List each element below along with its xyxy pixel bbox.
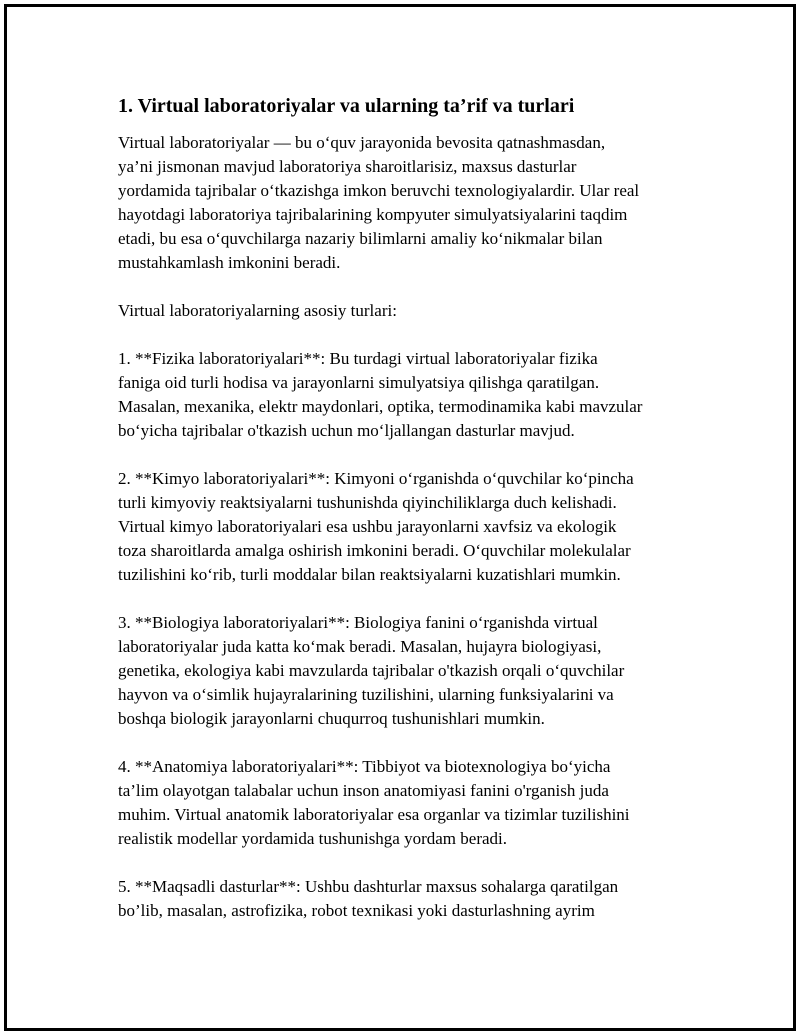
- text-line: toza sharoitlarda amalga oshirish imkonini beradi. O‘quvchilar molekulalar: [118, 541, 631, 560]
- section-title: 1. Virtual laboratoriyalar va ularning ta’rif va turlari: [118, 95, 575, 117]
- text-line: bo’lib, masalan, astrofizika, robot texnikasi yoki dasturlashning ayrim: [118, 901, 595, 920]
- text-line: realistik modellar yordamida tushunishga yordam beradi.: [118, 829, 508, 848]
- list-item-targeted-programs: [118, 875, 698, 923]
- text-line: muhim. Virtual anatomik laboratoriyalar esa organlar va tizimlar tuzilishini: [118, 805, 630, 824]
- text-line: etadi, bu esa o‘quvchilarga nazariy bilimlarni amaliy ko‘nikmalar bilan: [118, 229, 603, 248]
- text-line: 2. **Kimyo laboratoriyalari**: Kimyoni o‘rganishda o‘quvchilar ko‘pincha: [118, 469, 634, 488]
- text-line: faniga oid turli hodisa va jarayonlarni simulyatsiya qilishga qaratilgan.: [118, 373, 600, 392]
- text-line: Virtual kimyo laboratoriyalari esa ushbu jarayonlarni xavfsiz va ekologik: [118, 517, 617, 536]
- text-line: 5. **Maqsadli dasturlar**: Ushbu dashturlar maxsus sohalarga qaratilgan: [118, 877, 619, 896]
- text-line: tuzilishini ko‘rib, turli moddalar bilan reaktsiyalarni kuzatishlari mumkin.: [118, 565, 621, 584]
- text-line: boshqa biologik jarayonlarni chuqurroq tushunishlari mumkin.: [118, 709, 545, 728]
- types-heading-paragraph: [118, 299, 698, 323]
- text-line: 3. **Biologiya laboratoriyalari**: Biologiya fanini o‘rganishda virtual: [118, 613, 598, 632]
- text-line: hayvon va o‘simlik hujayralarining tuzilishini, ularning funksiyalarini va: [118, 685, 614, 704]
- text-line: ta’lim olayotgan talabalar uchun inson anatomiyasi fanini o'rganish juda: [118, 781, 609, 800]
- text-line: genetika, ekologiya kabi mavzularda tajribalar o'tkazish orqali o‘quvchilar: [118, 661, 625, 680]
- text-line: 1. **Fizika laboratoriyalari**: Bu turdagi virtual laboratoriyalar fizika: [118, 349, 598, 368]
- list-item-anatomy: [118, 755, 698, 851]
- intro-paragraph: [118, 131, 698, 275]
- text-line: hayotdagi laboratoriya tajribalarining kompyuter simulyatsiyalarini taqdim: [118, 205, 628, 224]
- text-line: turli kimyoviy reaktsiyalarni tushunishda qiyinchiliklarga duch kelishadi.: [118, 493, 617, 512]
- list-item-chemistry: [118, 467, 698, 587]
- text-line: Masalan, mexanika, elektr maydonlari, optika, termodinamika kabi mavzular: [118, 397, 643, 416]
- text-line: Virtual laboratoriyalar — bu o‘quv jarayonida bevosita qatnashmasdan,: [118, 133, 606, 152]
- text-line: mustahkamlash imkonini beradi.: [118, 253, 341, 272]
- text-line: bo‘yicha tajribalar o'tkazish uchun mo‘ljallangan dasturlar mavjud.: [118, 421, 575, 440]
- text-line: Virtual laboratoriyalarning asosiy turlari:: [118, 301, 397, 320]
- text-line: 4. **Anatomiya laboratoriyalari**: Tibbiyot va biotexnologiya bo‘yicha: [118, 757, 611, 776]
- list-item-biology: [118, 611, 698, 731]
- text-line: yordamida tajribalar o‘tkazishga imkon beruvchi texnologiyalardir. Ular real: [118, 181, 640, 200]
- list-item-physics: [118, 347, 698, 443]
- text-line: ya’ni jismonan mavjud laboratoriya sharoitlarisiz, maxsus dasturlar: [118, 157, 577, 176]
- document-body: [118, 92, 698, 947]
- text-line: laboratoriyalar juda katta ko‘mak beradi. Masalan, hujayra biologiyasi,: [118, 637, 602, 656]
